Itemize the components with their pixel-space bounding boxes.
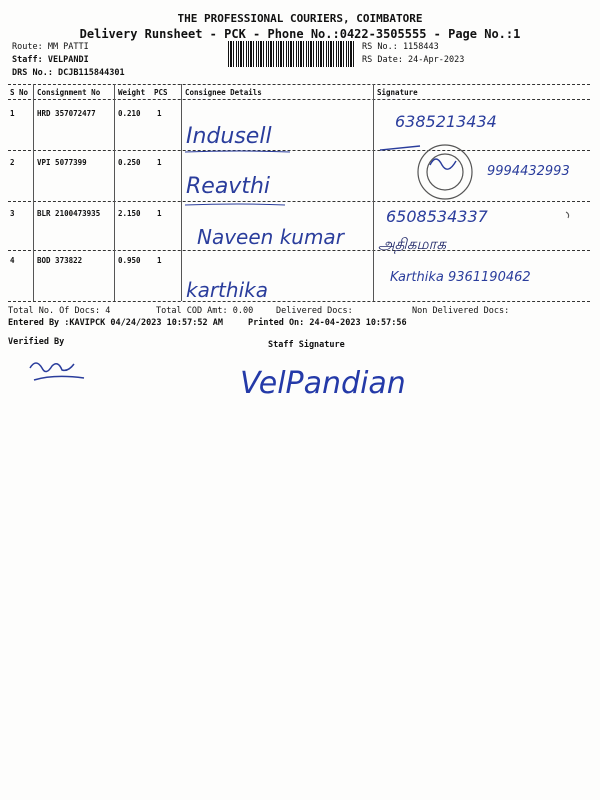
row-signature-phone: 6385213434 <box>395 112 497 131</box>
route-label: Route: MM PATTI <box>12 42 89 52</box>
verified-by-label: Verified By <box>8 337 65 347</box>
row-consignment: BLR 2100473935 <box>37 209 101 218</box>
row-consignee-handwritten: Indusell <box>186 124 272 149</box>
col-header-consignee: Consignee Details <box>185 88 262 97</box>
row-consignee-handwritten: Reavthi <box>186 174 271 199</box>
row-weight: 0.250 <box>118 158 141 167</box>
row-consignment: VPI 5077399 <box>37 158 87 167</box>
underline-strokes <box>185 151 290 205</box>
total-docs: Total No. Of Docs: 4 <box>8 306 111 316</box>
row-pcs: 1 <box>157 109 162 118</box>
col-header-weight: Weight <box>118 88 146 97</box>
non-delivered-docs: Non Delivered Docs: <box>412 306 510 316</box>
company-title: THE PROFESSIONAL COURIERS, COIMBATORE <box>177 12 423 25</box>
row-consignment: HRD 357072477 <box>37 109 96 118</box>
row-signature-phone: 6508534337 <box>386 207 488 226</box>
row-consignee-handwritten: karthika <box>186 278 268 302</box>
staff-handwritten-signature: VelPandian <box>240 366 406 401</box>
col-header-pcs: PCS <box>154 88 168 97</box>
row-pcs: 1 <box>157 158 162 167</box>
pencil-mark <box>566 212 569 218</box>
staff-label: Staff: VELPANDI <box>12 55 89 65</box>
courier-stamp <box>418 145 472 199</box>
row-signature-tamil: அதிகமாக <box>378 235 447 253</box>
row-weight: 2.150 <box>118 209 141 218</box>
col-header-consignment: Consignment No <box>37 88 101 97</box>
delivered-docs: Delivered Docs: <box>276 306 353 316</box>
signature-scribble-row2 <box>380 146 456 169</box>
row-weight: 0.210 <box>118 109 141 118</box>
runsheet-subtitle: Delivery Runsheet - PCK - Phone No.:0422-3505555 - Page No.:1 <box>79 27 521 41</box>
row-signature-phone: Karthika 9361190462 <box>390 270 531 285</box>
row-sno: 1 <box>10 109 15 118</box>
entered-by: Entered By :KAVIPCK 04/24/2023 10:57:52 AM <box>8 318 223 328</box>
row-sno: 4 <box>10 256 15 265</box>
staff-signature-label: Staff Signature <box>268 340 345 350</box>
col-header-sno: S No <box>10 88 29 97</box>
row-consignee-handwritten: Naveen kumar <box>197 225 344 249</box>
col-header-signature: Signature <box>377 88 418 97</box>
verified-by-scribble <box>30 363 84 380</box>
row-signature-phone: 9994432993 <box>487 164 570 179</box>
row-sno: 2 <box>10 158 15 167</box>
row-sno: 3 <box>10 209 15 218</box>
row-consignment: BOD 373822 <box>37 256 83 265</box>
row-pcs: 1 <box>157 256 162 265</box>
rs-number: RS No.: 1158443 <box>362 42 439 52</box>
row-weight: 0.950 <box>118 256 141 265</box>
drs-number: DRS No.: DCJB115844301 <box>12 68 125 78</box>
total-cod: Total COD Amt: 0.00 <box>156 306 254 316</box>
rs-date: RS Date: 24-Apr-2023 <box>362 55 465 65</box>
printed-on: Printed On: 24-04-2023 10:57:56 <box>248 318 407 328</box>
row-pcs: 1 <box>157 209 162 218</box>
